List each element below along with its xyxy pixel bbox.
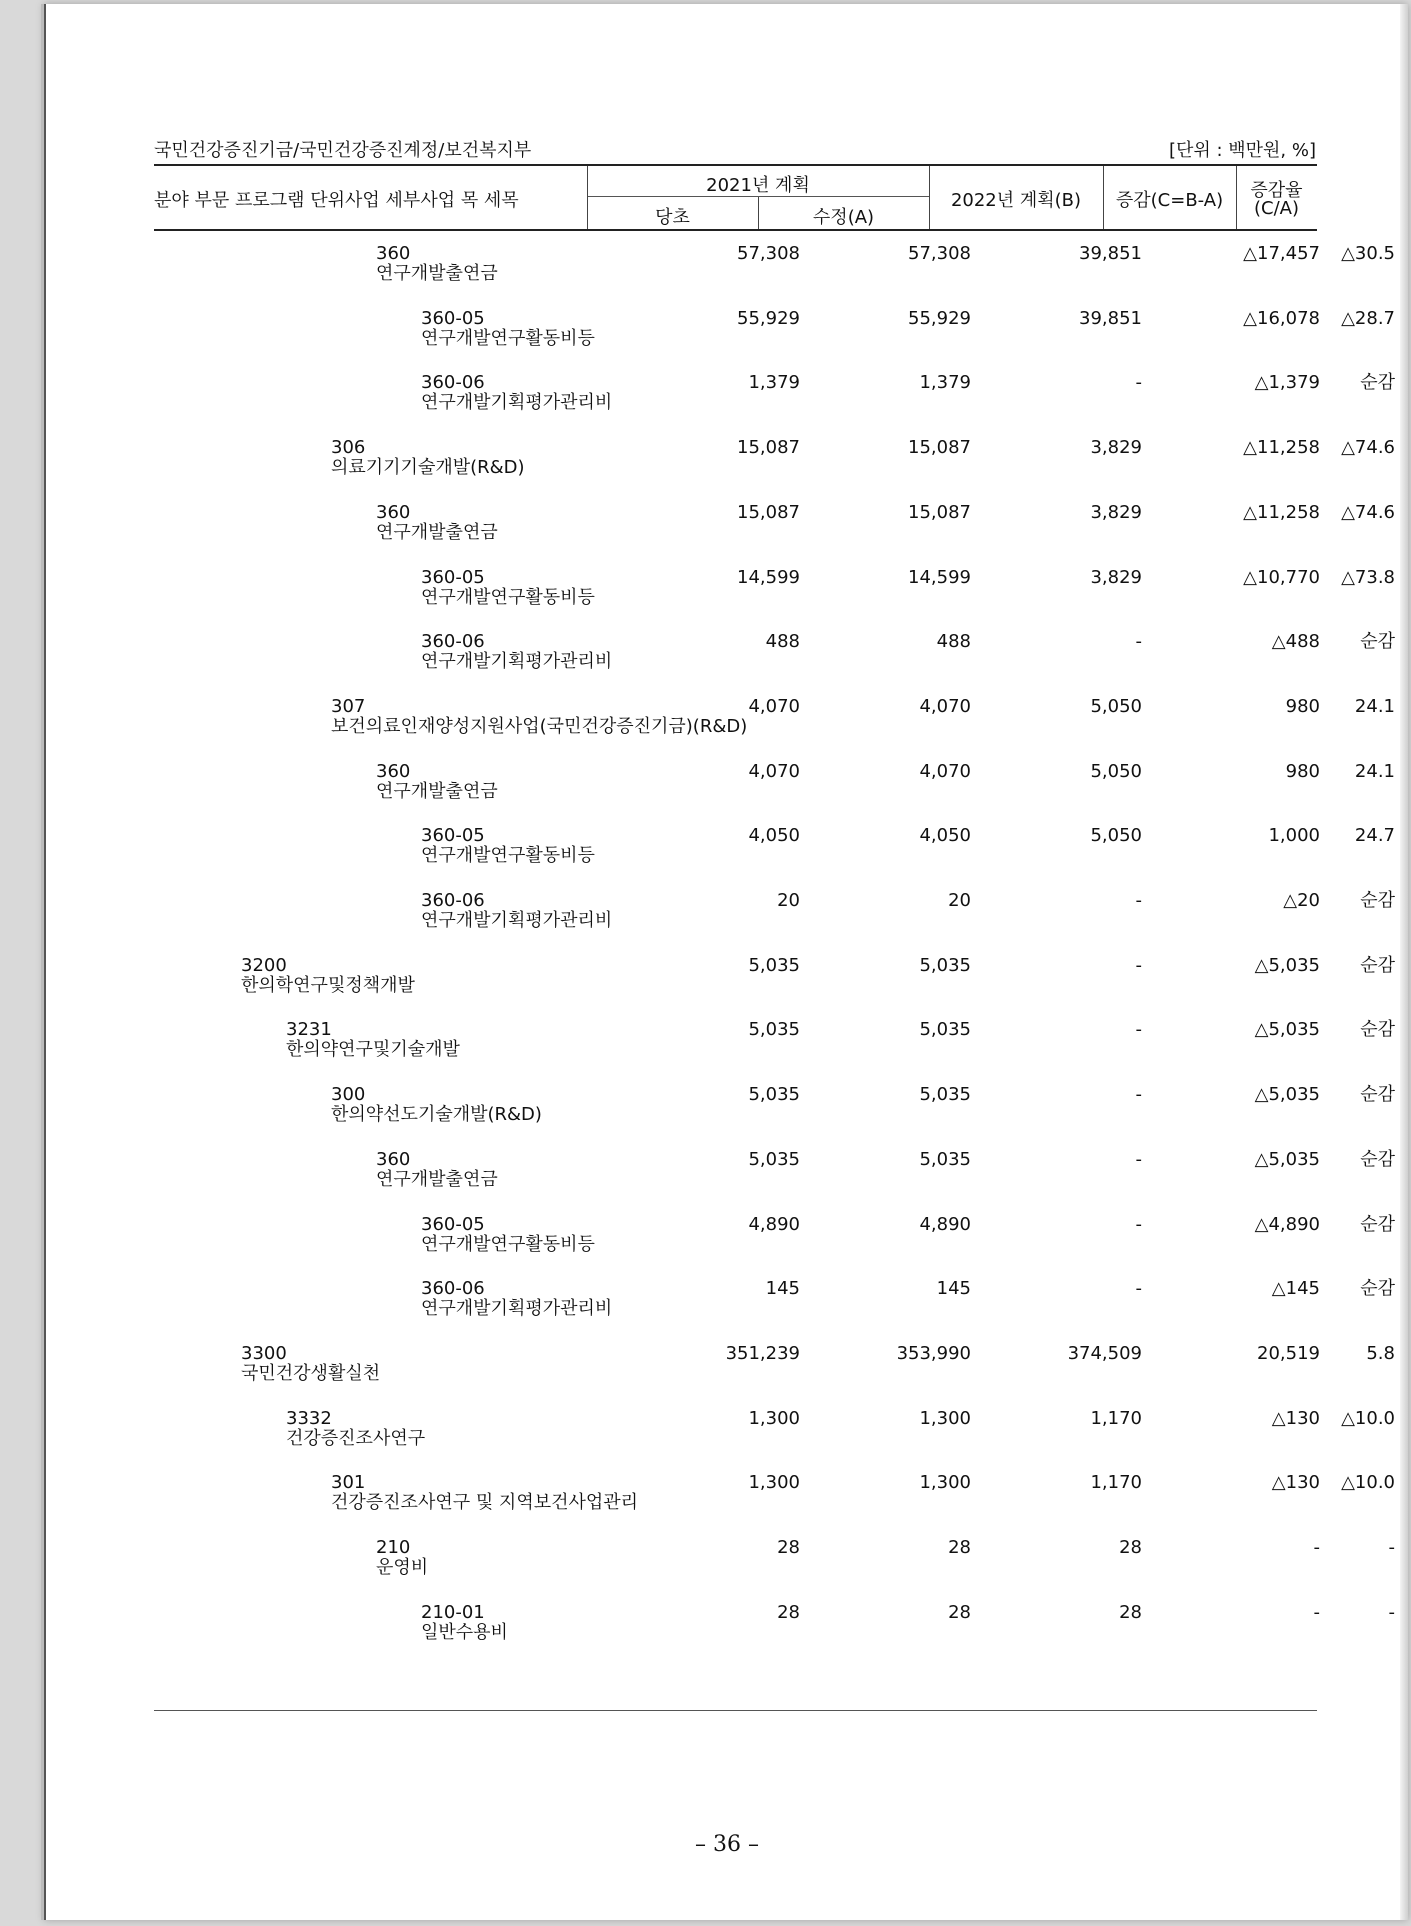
row-change-rate: 24.7: [1354, 825, 1395, 847]
table-row: [46, 1020, 1408, 1080]
row-plan-2022-amount: 3,829: [1090, 437, 1142, 459]
row-code: 360-05: [421, 566, 485, 588]
row-change-amount: △130: [1271, 1472, 1320, 1494]
table-row: [46, 1344, 1408, 1404]
row-plan-2022-amount: -: [1135, 1278, 1142, 1300]
row-change-amount: △11,258: [1243, 501, 1320, 523]
row-original-amount: 4,070: [748, 695, 800, 717]
row-original-amount: 15,087: [737, 437, 800, 459]
row-original-amount: 488: [765, 631, 800, 653]
table-row: [46, 1215, 1408, 1275]
row-plan-2022-amount: -: [1135, 1213, 1142, 1235]
row-code: 210: [376, 1537, 411, 1558]
row-name: 연구개발출연금: [376, 780, 498, 802]
row-revised-amount: 488: [936, 631, 971, 653]
row-revised-amount: 1,379: [919, 372, 971, 394]
row-original-amount: 57,308: [737, 243, 800, 264]
document-page: [44, 4, 1408, 1920]
table-row: [46, 503, 1408, 563]
table-row: [46, 697, 1408, 757]
row-name: 연구개발기획평가관리비: [421, 1298, 613, 1320]
row-name: 한의학연구및정책개발: [241, 974, 415, 996]
row-change-rate: 순감: [1360, 954, 1395, 976]
row-original-amount: 55,929: [737, 307, 800, 329]
table-row: [46, 1085, 1408, 1145]
row-plan-2022-amount: -: [1135, 1019, 1142, 1041]
row-original-amount: 15,087: [737, 501, 800, 523]
row-revised-amount: 4,070: [919, 695, 971, 717]
row-plan-2022-amount: 39,851: [1079, 307, 1142, 329]
row-original-amount: 4,050: [748, 825, 800, 847]
table-row: [46, 438, 1408, 498]
row-revised-amount: 5,035: [919, 954, 971, 976]
row-original-amount: 145: [765, 1278, 800, 1300]
row-change-amount: △10,770: [1243, 566, 1320, 588]
row-original-amount: 5,035: [748, 1148, 800, 1170]
row-name: 연구개발연구활동비등: [421, 1233, 595, 1255]
row-plan-2022-amount: 39,851: [1079, 243, 1142, 264]
row-name: 연구개발연구활동비등: [421, 845, 595, 867]
page-number: – 36 –: [695, 1832, 759, 1857]
row-original-amount: 351,239: [725, 1342, 800, 1364]
row-name: 보건의료인재양성지원사업(국민건강증진기금)(R&D): [331, 715, 748, 737]
row-name: 연구개발출연금: [376, 1168, 498, 1190]
row-plan-2022-amount: -: [1135, 890, 1142, 911]
header-plan-2021: 2021년 계획: [706, 175, 810, 196]
row-change-rate: -: [1388, 1537, 1395, 1558]
row-change-amount: △5,035: [1254, 954, 1320, 976]
row-change-rate: △74.6: [1341, 501, 1395, 523]
row-change-amount: △5,035: [1254, 1084, 1320, 1106]
row-plan-2022-amount: 1,170: [1090, 1472, 1142, 1494]
row-original-amount: 20: [777, 890, 800, 911]
unit-label: [단위 : 백만원, %]: [1168, 140, 1316, 161]
header-top-rule: [154, 164, 1317, 166]
row-code: 360-06: [421, 372, 485, 394]
row-change-amount: △5,035: [1254, 1148, 1320, 1170]
row-plan-2022-amount: 3,829: [1090, 566, 1142, 588]
row-revised-amount: 4,070: [919, 760, 971, 782]
row-change-amount: △11,258: [1243, 437, 1320, 459]
row-code: 360-05: [421, 1213, 485, 1235]
row-code: 360: [376, 760, 411, 782]
header-bottom-rule: [154, 229, 1317, 231]
row-change-amount: △20: [1283, 890, 1320, 911]
row-change-rate: 순감: [1360, 1148, 1395, 1170]
row-name: 국민건강생활실천: [241, 1362, 381, 1384]
row-original-amount: 14,599: [737, 566, 800, 588]
table-row: [46, 762, 1408, 822]
row-revised-amount: 1,300: [919, 1407, 971, 1429]
row-change-rate: △10.0: [1341, 1472, 1395, 1494]
row-code: 306: [331, 437, 366, 459]
row-change-rate: 5.8: [1366, 1342, 1395, 1364]
row-revised-amount: 1,300: [919, 1472, 971, 1494]
row-name: 한의약연구및기술개발: [286, 1039, 460, 1061]
row-original-amount: 1,300: [748, 1472, 800, 1494]
row-original-amount: 5,035: [748, 1019, 800, 1041]
row-change-rate: △74.6: [1341, 437, 1395, 459]
table-row: [46, 309, 1408, 369]
row-name: 연구개발연구활동비등: [421, 586, 595, 608]
row-name: 연구개발출연금: [376, 263, 498, 284]
row-revised-amount: 5,035: [919, 1019, 971, 1041]
row-change-amount: △145: [1271, 1278, 1320, 1300]
row-revised-amount: 14,599: [908, 566, 971, 588]
row-change-rate: △28.7: [1341, 307, 1395, 329]
row-name: 한의약선도기술개발(R&D): [331, 1104, 542, 1126]
row-plan-2022-amount: 28: [1119, 1601, 1142, 1623]
row-name: 건강증진조사연구: [286, 1427, 426, 1449]
row-name: 연구개발출연금: [376, 521, 498, 543]
row-code: 360-06: [421, 890, 485, 911]
row-code: 360-06: [421, 1278, 485, 1300]
row-original-amount: 1,300: [748, 1407, 800, 1429]
row-change-amount: △5,035: [1254, 1019, 1320, 1041]
row-change-amount: △4,890: [1254, 1213, 1320, 1235]
row-plan-2022-amount: 1,170: [1090, 1407, 1142, 1429]
table-row: [46, 632, 1408, 692]
row-name: 운영비: [376, 1557, 429, 1578]
table-row: [46, 1538, 1408, 1598]
row-plan-2022-amount: 5,050: [1090, 695, 1142, 717]
row-code: 360: [376, 243, 411, 264]
table-row: [46, 826, 1408, 886]
row-name: 일반수용비: [421, 1621, 508, 1643]
row-original-amount: 28: [777, 1537, 800, 1558]
row-change-amount: 980: [1285, 695, 1320, 717]
row-code: 307: [331, 695, 366, 717]
row-revised-amount: 15,087: [908, 501, 971, 523]
row-original-amount: 4,890: [748, 1213, 800, 1235]
row-code: 3231: [286, 1019, 332, 1041]
row-revised-amount: 28: [948, 1537, 971, 1558]
row-original-amount: 5,035: [748, 954, 800, 976]
row-code: 301: [331, 1472, 366, 1494]
table-row: [46, 1603, 1408, 1663]
row-change-rate: 순감: [1360, 1084, 1395, 1106]
row-revised-amount: 5,035: [919, 1084, 971, 1106]
row-original-amount: 5,035: [748, 1084, 800, 1106]
row-code: 360: [376, 1148, 411, 1170]
row-revised-amount: 15,087: [908, 437, 971, 459]
row-revised-amount: 5,035: [919, 1148, 971, 1170]
table-row: [46, 244, 1408, 304]
row-revised-amount: 28: [948, 1601, 971, 1623]
row-plan-2022-amount: -: [1135, 954, 1142, 976]
row-change-rate: 순감: [1360, 1278, 1395, 1300]
row-revised-amount: 55,929: [908, 307, 971, 329]
row-plan-2022-amount: 28: [1119, 1537, 1142, 1558]
row-change-amount: -: [1313, 1537, 1320, 1558]
row-change-rate: 순감: [1360, 1019, 1395, 1041]
row-revised-amount: 145: [936, 1278, 971, 1300]
row-revised-amount: 353,990: [896, 1342, 971, 1364]
row-change-rate: 순감: [1360, 631, 1395, 653]
row-code: 360: [376, 501, 411, 523]
table-row: [46, 1473, 1408, 1533]
row-revised-amount: 57,308: [908, 243, 971, 264]
row-change-rate: 24.1: [1354, 760, 1395, 782]
row-plan-2022-amount: 374,509: [1067, 1342, 1142, 1364]
table-row: [46, 568, 1408, 628]
row-change-rate: △73.8: [1341, 566, 1395, 588]
row-change-rate: △10.0: [1341, 1407, 1395, 1429]
row-original-amount: 28: [777, 1601, 800, 1623]
row-plan-2022-amount: -: [1135, 372, 1142, 394]
row-code: 3300: [241, 1342, 287, 1364]
header-change: 증감(C=B-A): [1115, 190, 1224, 211]
row-plan-2022-amount: 3,829: [1090, 501, 1142, 523]
row-change-amount: △1,379: [1254, 372, 1320, 394]
row-revised-amount: 20: [948, 890, 971, 911]
header-original: 당초: [655, 207, 690, 228]
row-code: 360-05: [421, 825, 485, 847]
row-plan-2022-amount: -: [1135, 1084, 1142, 1106]
row-revised-amount: 4,050: [919, 825, 971, 847]
row-name: 연구개발연구활동비등: [421, 327, 595, 349]
row-change-amount: 980: [1285, 760, 1320, 782]
header-revised: 수정(A): [812, 207, 875, 228]
table-row: [46, 373, 1408, 433]
row-change-amount: △17,457: [1243, 243, 1320, 264]
row-change-amount: 1,000: [1268, 825, 1320, 847]
header-rate-line1: 증감율: [1250, 180, 1303, 201]
row-code: 300: [331, 1084, 366, 1106]
row-change-amount: △130: [1271, 1407, 1320, 1429]
row-plan-2022-amount: -: [1135, 1148, 1142, 1170]
row-name: 건강증진조사연구 및 지역보건사업관리: [331, 1492, 639, 1514]
row-change-rate: 24.1: [1354, 695, 1395, 717]
row-change-rate: 순감: [1360, 890, 1395, 911]
row-code: 360-05: [421, 307, 485, 329]
row-plan-2022-amount: -: [1135, 631, 1142, 653]
table-row: [46, 1279, 1408, 1339]
row-change-rate: -: [1388, 1601, 1395, 1623]
header-rate-line2: (C/A): [1254, 198, 1299, 219]
table-row: [46, 891, 1408, 951]
row-name: 연구개발기획평가관리비: [421, 392, 613, 414]
row-change-rate: △30.5: [1341, 243, 1395, 264]
row-original-amount: 1,379: [748, 372, 800, 394]
row-name: 의료기기기술개발(R&D): [331, 457, 525, 479]
row-plan-2022-amount: 5,050: [1090, 760, 1142, 782]
header-classification: 분야 부문 프로그램 단위사업 세부사업 목 세목: [154, 190, 519, 211]
row-code: 360-06: [421, 631, 485, 653]
row-code: 3200: [241, 954, 287, 976]
row-name: 연구개발기획평가관리비: [421, 910, 613, 931]
table-row: [46, 1409, 1408, 1469]
row-change-rate: 순감: [1360, 1213, 1395, 1235]
row-change-amount: △16,078: [1243, 307, 1320, 329]
row-plan-2022-amount: 5,050: [1090, 825, 1142, 847]
row-original-amount: 4,070: [748, 760, 800, 782]
table-row: [46, 1150, 1408, 1210]
row-code: 210-01: [421, 1601, 485, 1623]
header-plan-2022: 2022년 계획(B): [950, 190, 1082, 211]
row-revised-amount: 4,890: [919, 1213, 971, 1235]
row-change-rate: 순감: [1360, 372, 1395, 394]
row-change-amount: 20,519: [1257, 1342, 1320, 1364]
row-change-amount: -: [1313, 1601, 1320, 1623]
document-title: 국민건강증진기금/국민건강증진계정/보건복지부: [154, 140, 532, 161]
row-name: 연구개발기획평가관리비: [421, 651, 613, 673]
footer-rule: [154, 1710, 1317, 1711]
row-code: 3332: [286, 1407, 332, 1429]
row-change-amount: △488: [1271, 631, 1320, 653]
table-row: [46, 956, 1408, 1016]
